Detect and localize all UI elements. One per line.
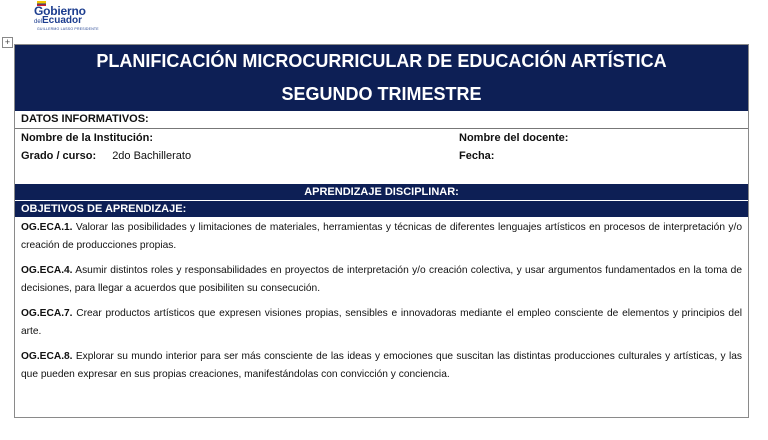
- logo-line1: Gobierno: [34, 4, 86, 18]
- objective-item: [15, 348, 748, 384]
- grado-value: 2do Bachillerato: [112, 150, 192, 162]
- government-logo: [34, 0, 124, 34]
- document-subtitle: SEGUNDO TRIMESTRE: [281, 84, 482, 104]
- objective-item: [15, 305, 748, 341]
- objective-code: OG.ECA.4.: [21, 265, 73, 276]
- logo-line2-text: Ecuador: [42, 15, 83, 26]
- document-header: [15, 45, 748, 111]
- grado-label: Grado / curso:: [21, 150, 97, 162]
- logo-line2: [34, 15, 82, 26]
- objective-code: OG.ECA.7.: [21, 308, 73, 319]
- objective-text: Valorar las posibilidades y limitaciones de materiales, herramientas y técnicas de diferentes lenguajes artísticos en procesos de interpretación y/o creación de producciones propias.: [21, 222, 742, 251]
- objective-item: [15, 262, 748, 298]
- grado-row: [21, 150, 191, 162]
- docente-label: Nombre del docente:: [459, 132, 569, 144]
- institucion-label: Nombre de la Institución:: [21, 132, 154, 144]
- table-move-handle-icon[interactable]: +: [2, 37, 13, 48]
- objective-text: Crear productos artísticos que expresen visiones propias, sensibles e innovadoras mediante el empleo consciente de elementos y principios del arte.: [21, 308, 742, 337]
- objective-code: OG.ECA.8.: [21, 351, 73, 362]
- objective-code: OG.ECA.1.: [21, 222, 73, 233]
- datos-fields: [15, 129, 748, 184]
- objective-text: Explorar su mundo interior para ser más consciente de las ideas y emociones que suscitan las distintas producciones culturales y artísticas, y las que pueden expresar en sus propias creaciones, manifestándolas con convicción y conciencia.: [21, 351, 742, 380]
- logo-line3: GUILLERMO LASSO PRESIDENTE: [37, 27, 99, 31]
- objetivos-heading: OBJETIVOS DE APRENDIZAJE:: [15, 200, 748, 217]
- planning-table: [14, 44, 749, 418]
- objective-item: [15, 219, 748, 255]
- aprendizaje-heading: APRENDIZAJE DISCIPLINAR:: [15, 184, 748, 200]
- fecha-label: Fecha:: [459, 150, 495, 162]
- document-title: PLANIFICACIÓN MICROCURRICULAR DE EDUCACIÓN ARTÍSTICA: [96, 51, 667, 71]
- logo-line2-prefix: del: [34, 19, 43, 25]
- objective-text: Asumir distintos roles y responsabilidades en proyectos de interpretación y/o creación colectiva, y usar argumentos fundamentados en la toma de decisiones, para llegar a acuerdos que posibiliten su consecución.: [21, 265, 742, 294]
- datos-heading: DATOS INFORMATIVOS:: [15, 111, 748, 129]
